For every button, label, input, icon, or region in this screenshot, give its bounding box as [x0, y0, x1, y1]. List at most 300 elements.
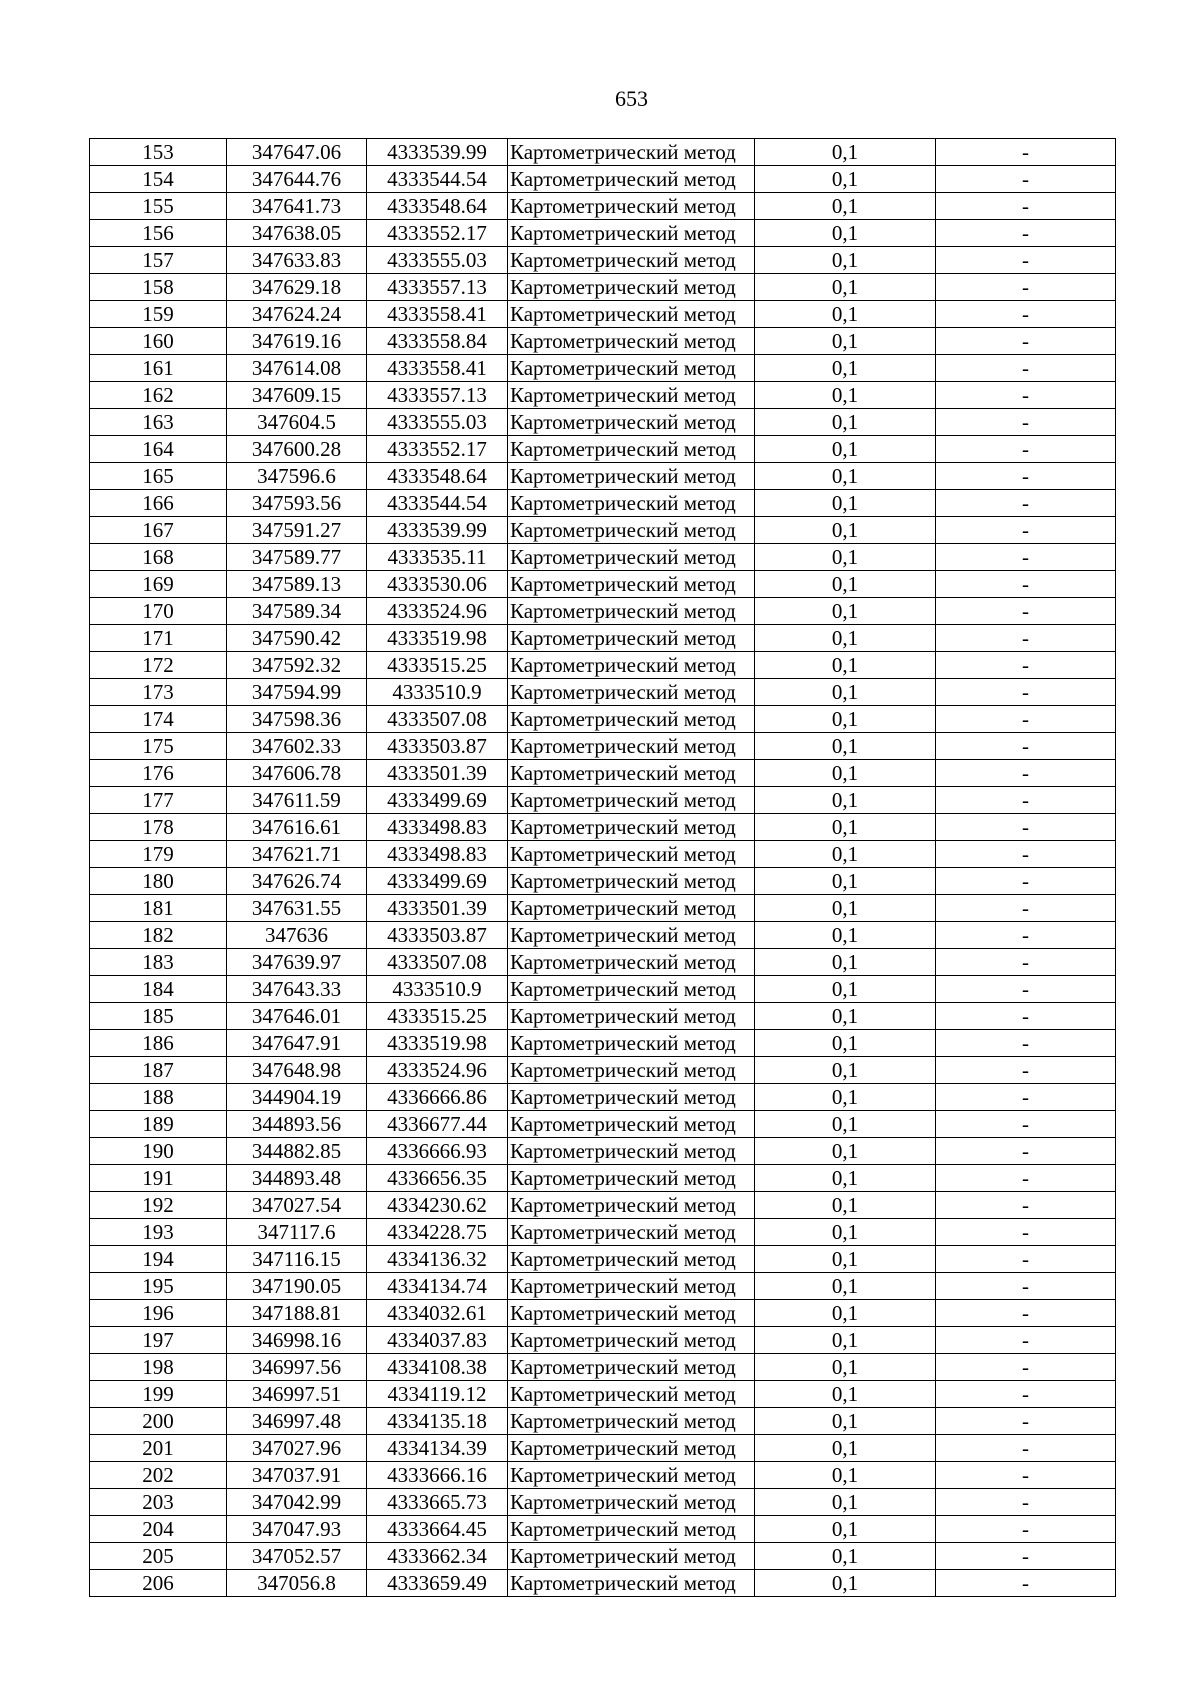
table-row — [90, 1165, 1116, 1192]
accuracy-cell: 0,1 — [755, 571, 936, 598]
x-coordinate-cell: 347596.6 — [227, 463, 367, 490]
x-coordinate-cell: 347614.08 — [227, 355, 367, 382]
method-cell: Картометрический метод — [508, 1246, 755, 1273]
accuracy-cell: 0,1 — [755, 166, 936, 193]
x-coordinate-cell: 347600.28 — [227, 436, 367, 463]
point-number-cell: 169 — [90, 571, 227, 598]
method-cell: Картометрический метод — [508, 652, 755, 679]
accuracy-cell: 0,1 — [755, 733, 936, 760]
x-coordinate-cell: 347624.24 — [227, 301, 367, 328]
note-cell: - — [936, 571, 1116, 598]
accuracy-cell: 0,1 — [755, 625, 936, 652]
y-coordinate-cell: 4333664.45 — [367, 1516, 508, 1543]
table-row — [90, 1327, 1116, 1354]
point-number-cell: 181 — [90, 895, 227, 922]
x-coordinate-cell: 347598.36 — [227, 706, 367, 733]
table-row — [90, 1246, 1116, 1273]
note-cell: - — [936, 922, 1116, 949]
x-coordinate-cell: 347647.91 — [227, 1030, 367, 1057]
method-cell: Картометрический метод — [508, 1435, 755, 1462]
note-cell: - — [936, 1327, 1116, 1354]
y-coordinate-cell: 4334136.32 — [367, 1246, 508, 1273]
method-cell: Картометрический метод — [508, 598, 755, 625]
note-cell: - — [936, 841, 1116, 868]
table-row — [90, 1543, 1116, 1570]
point-number-cell: 167 — [90, 517, 227, 544]
x-coordinate-cell: 346997.56 — [227, 1354, 367, 1381]
y-coordinate-cell: 4336677.44 — [367, 1111, 508, 1138]
note-cell: - — [936, 1516, 1116, 1543]
table-row — [90, 1354, 1116, 1381]
point-number-cell: 165 — [90, 463, 227, 490]
point-number-cell: 173 — [90, 679, 227, 706]
y-coordinate-cell: 4334119.12 — [367, 1381, 508, 1408]
accuracy-cell: 0,1 — [755, 193, 936, 220]
note-cell: - — [936, 409, 1116, 436]
y-coordinate-cell: 4336666.86 — [367, 1084, 508, 1111]
method-cell: Картометрический метод — [508, 1462, 755, 1489]
point-number-cell: 160 — [90, 328, 227, 355]
point-number-cell: 189 — [90, 1111, 227, 1138]
x-coordinate-cell: 347589.34 — [227, 598, 367, 625]
point-number-cell: 174 — [90, 706, 227, 733]
note-cell: - — [936, 976, 1116, 1003]
y-coordinate-cell: 4333524.96 — [367, 598, 508, 625]
method-cell: Картометрический метод — [508, 1570, 755, 1597]
x-coordinate-cell: 347589.13 — [227, 571, 367, 598]
note-cell: - — [936, 544, 1116, 571]
y-coordinate-cell: 4333659.49 — [367, 1570, 508, 1597]
accuracy-cell: 0,1 — [755, 517, 936, 544]
accuracy-cell: 0,1 — [755, 1246, 936, 1273]
accuracy-cell: 0,1 — [755, 409, 936, 436]
point-number-cell: 178 — [90, 814, 227, 841]
table-row — [90, 733, 1116, 760]
method-cell: Картометрический метод — [508, 1354, 755, 1381]
table-row — [90, 1111, 1116, 1138]
note-cell: - — [936, 1435, 1116, 1462]
point-number-cell: 186 — [90, 1030, 227, 1057]
table-row — [90, 328, 1116, 355]
note-cell: - — [936, 1192, 1116, 1219]
point-number-cell: 204 — [90, 1516, 227, 1543]
x-coordinate-cell: 347589.77 — [227, 544, 367, 571]
page-number: 653 — [615, 86, 648, 111]
x-coordinate-cell: 347117.6 — [227, 1219, 367, 1246]
table-row — [90, 301, 1116, 328]
point-number-cell: 201 — [90, 1435, 227, 1462]
point-number-cell: 194 — [90, 1246, 227, 1273]
x-coordinate-cell: 347621.71 — [227, 841, 367, 868]
x-coordinate-cell: 347594.99 — [227, 679, 367, 706]
table-row — [90, 463, 1116, 490]
x-coordinate-cell: 347037.91 — [227, 1462, 367, 1489]
x-coordinate-cell: 347027.54 — [227, 1192, 367, 1219]
note-cell: - — [936, 1570, 1116, 1597]
accuracy-cell: 0,1 — [755, 922, 936, 949]
x-coordinate-cell: 347644.76 — [227, 166, 367, 193]
table-row — [90, 949, 1116, 976]
table-row — [90, 1138, 1116, 1165]
table-row — [90, 382, 1116, 409]
point-number-cell: 198 — [90, 1354, 227, 1381]
y-coordinate-cell: 4333519.98 — [367, 625, 508, 652]
point-number-cell: 171 — [90, 625, 227, 652]
y-coordinate-cell: 4333503.87 — [367, 922, 508, 949]
note-cell: - — [936, 1273, 1116, 1300]
method-cell: Картометрический метод — [508, 787, 755, 814]
table-row — [90, 1489, 1116, 1516]
accuracy-cell: 0,1 — [755, 1138, 936, 1165]
method-cell: Картометрический метод — [508, 274, 755, 301]
point-number-cell: 172 — [90, 652, 227, 679]
accuracy-cell: 0,1 — [755, 1381, 936, 1408]
point-number-cell: 177 — [90, 787, 227, 814]
y-coordinate-cell: 4333501.39 — [367, 895, 508, 922]
method-cell: Картометрический метод — [508, 625, 755, 652]
note-cell: - — [936, 598, 1116, 625]
x-coordinate-cell: 347638.05 — [227, 220, 367, 247]
accuracy-cell: 0,1 — [755, 436, 936, 463]
x-coordinate-cell: 347626.74 — [227, 868, 367, 895]
table-row — [90, 490, 1116, 517]
note-cell: - — [936, 1084, 1116, 1111]
accuracy-cell: 0,1 — [755, 949, 936, 976]
x-coordinate-cell: 347633.83 — [227, 247, 367, 274]
table-row — [90, 814, 1116, 841]
x-coordinate-cell: 347643.33 — [227, 976, 367, 1003]
accuracy-cell: 0,1 — [755, 1030, 936, 1057]
x-coordinate-cell: 347619.16 — [227, 328, 367, 355]
point-number-cell: 192 — [90, 1192, 227, 1219]
note-cell: - — [936, 193, 1116, 220]
note-cell: - — [936, 814, 1116, 841]
accuracy-cell: 0,1 — [755, 301, 936, 328]
table-row — [90, 1462, 1116, 1489]
x-coordinate-cell: 347188.81 — [227, 1300, 367, 1327]
method-cell: Картометрический метод — [508, 409, 755, 436]
y-coordinate-cell: 4333524.96 — [367, 1057, 508, 1084]
accuracy-cell: 0,1 — [755, 1111, 936, 1138]
point-number-cell: 205 — [90, 1543, 227, 1570]
y-coordinate-cell: 4334135.18 — [367, 1408, 508, 1435]
method-cell: Картометрический метод — [508, 490, 755, 517]
point-number-cell: 166 — [90, 490, 227, 517]
accuracy-cell: 0,1 — [755, 490, 936, 517]
accuracy-cell: 0,1 — [755, 247, 936, 274]
table-row — [90, 1408, 1116, 1435]
y-coordinate-cell: 4334032.61 — [367, 1300, 508, 1327]
method-cell: Картометрический метод — [508, 1192, 755, 1219]
accuracy-cell: 0,1 — [755, 544, 936, 571]
method-cell: Картометрический метод — [508, 1381, 755, 1408]
x-coordinate-cell: 346998.16 — [227, 1327, 367, 1354]
note-cell: - — [936, 463, 1116, 490]
y-coordinate-cell: 4333515.25 — [367, 652, 508, 679]
accuracy-cell: 0,1 — [755, 787, 936, 814]
y-coordinate-cell: 4333539.99 — [367, 139, 508, 166]
x-coordinate-cell: 346997.48 — [227, 1408, 367, 1435]
note-cell: - — [936, 436, 1116, 463]
y-coordinate-cell: 4336666.93 — [367, 1138, 508, 1165]
method-cell: Картометрический метод — [508, 976, 755, 1003]
note-cell: - — [936, 733, 1116, 760]
coordinates-table — [89, 138, 1116, 1597]
accuracy-cell: 0,1 — [755, 1084, 936, 1111]
table-row — [90, 1030, 1116, 1057]
note-cell: - — [936, 1219, 1116, 1246]
x-coordinate-cell: 347027.96 — [227, 1435, 367, 1462]
method-cell: Картометрический метод — [508, 247, 755, 274]
point-number-cell: 176 — [90, 760, 227, 787]
method-cell: Картометрический метод — [508, 895, 755, 922]
note-cell: - — [936, 1246, 1116, 1273]
y-coordinate-cell: 4334108.38 — [367, 1354, 508, 1381]
method-cell: Картометрический метод — [508, 139, 755, 166]
y-coordinate-cell: 4333548.64 — [367, 463, 508, 490]
table-row — [90, 1084, 1116, 1111]
point-number-cell: 156 — [90, 220, 227, 247]
note-cell: - — [936, 1381, 1116, 1408]
y-coordinate-cell: 4333498.83 — [367, 841, 508, 868]
table-row — [90, 787, 1116, 814]
accuracy-cell: 0,1 — [755, 1165, 936, 1192]
point-number-cell: 170 — [90, 598, 227, 625]
y-coordinate-cell: 4333519.98 — [367, 1030, 508, 1057]
note-cell: - — [936, 679, 1116, 706]
point-number-cell: 182 — [90, 922, 227, 949]
method-cell: Картометрический метод — [508, 1543, 755, 1570]
method-cell: Картометрический метод — [508, 1030, 755, 1057]
point-number-cell: 164 — [90, 436, 227, 463]
accuracy-cell: 0,1 — [755, 814, 936, 841]
note-cell: - — [936, 517, 1116, 544]
table-row — [90, 760, 1116, 787]
y-coordinate-cell: 4333499.69 — [367, 868, 508, 895]
method-cell: Картометрический метод — [508, 1084, 755, 1111]
x-coordinate-cell: 347641.73 — [227, 193, 367, 220]
x-coordinate-cell: 347609.15 — [227, 382, 367, 409]
note-cell: - — [936, 1057, 1116, 1084]
y-coordinate-cell: 4334037.83 — [367, 1327, 508, 1354]
point-number-cell: 184 — [90, 976, 227, 1003]
x-coordinate-cell: 346997.51 — [227, 1381, 367, 1408]
note-cell: - — [936, 949, 1116, 976]
method-cell: Картометрический метод — [508, 706, 755, 733]
table-row — [90, 274, 1116, 301]
method-cell: Картометрический метод — [508, 733, 755, 760]
table-row — [90, 166, 1116, 193]
point-number-cell: 203 — [90, 1489, 227, 1516]
accuracy-cell: 0,1 — [755, 868, 936, 895]
table-row — [90, 1057, 1116, 1084]
y-coordinate-cell: 4333557.13 — [367, 382, 508, 409]
accuracy-cell: 0,1 — [755, 355, 936, 382]
table-row — [90, 1300, 1116, 1327]
method-cell: Картометрический метод — [508, 517, 755, 544]
point-number-cell: 162 — [90, 382, 227, 409]
method-cell: Картометрический метод — [508, 679, 755, 706]
y-coordinate-cell: 4333510.9 — [367, 976, 508, 1003]
method-cell: Картометрический метод — [508, 1273, 755, 1300]
note-cell: - — [936, 382, 1116, 409]
accuracy-cell: 0,1 — [755, 1543, 936, 1570]
note-cell: - — [936, 166, 1116, 193]
note-cell: - — [936, 1030, 1116, 1057]
x-coordinate-cell: 344904.19 — [227, 1084, 367, 1111]
method-cell: Картометрический метод — [508, 544, 755, 571]
table-row — [90, 220, 1116, 247]
note-cell: - — [936, 652, 1116, 679]
x-coordinate-cell: 347592.32 — [227, 652, 367, 679]
note-cell: - — [936, 139, 1116, 166]
accuracy-cell: 0,1 — [755, 1003, 936, 1030]
x-coordinate-cell: 347629.18 — [227, 274, 367, 301]
x-coordinate-cell: 347647.06 — [227, 139, 367, 166]
x-coordinate-cell: 347631.55 — [227, 895, 367, 922]
accuracy-cell: 0,1 — [755, 463, 936, 490]
table-row — [90, 571, 1116, 598]
note-cell: - — [936, 1165, 1116, 1192]
table-row — [90, 652, 1116, 679]
accuracy-cell: 0,1 — [755, 598, 936, 625]
note-cell: - — [936, 706, 1116, 733]
note-cell: - — [936, 1489, 1116, 1516]
note-cell: - — [936, 301, 1116, 328]
y-coordinate-cell: 4333552.17 — [367, 436, 508, 463]
method-cell: Картометрический метод — [508, 301, 755, 328]
method-cell: Картометрический метод — [508, 841, 755, 868]
accuracy-cell: 0,1 — [755, 1300, 936, 1327]
point-number-cell: 168 — [90, 544, 227, 571]
x-coordinate-cell: 347052.57 — [227, 1543, 367, 1570]
y-coordinate-cell: 4333548.64 — [367, 193, 508, 220]
point-number-cell: 193 — [90, 1219, 227, 1246]
method-cell: Картометрический метод — [508, 1327, 755, 1354]
method-cell: Картометрический метод — [508, 382, 755, 409]
method-cell: Картометрический метод — [508, 1111, 755, 1138]
x-coordinate-cell: 347590.42 — [227, 625, 367, 652]
point-number-cell: 163 — [90, 409, 227, 436]
point-number-cell: 153 — [90, 139, 227, 166]
table-row — [90, 598, 1116, 625]
point-number-cell: 175 — [90, 733, 227, 760]
method-cell: Картометрический метод — [508, 1165, 755, 1192]
method-cell: Картометрический метод — [508, 328, 755, 355]
note-cell: - — [936, 1300, 1116, 1327]
y-coordinate-cell: 4333544.54 — [367, 490, 508, 517]
table-row — [90, 841, 1116, 868]
accuracy-cell: 0,1 — [755, 328, 936, 355]
point-number-cell: 206 — [90, 1570, 227, 1597]
method-cell: Картометрический метод — [508, 1489, 755, 1516]
point-number-cell: 154 — [90, 166, 227, 193]
table-row — [90, 1516, 1116, 1543]
y-coordinate-cell: 4333507.08 — [367, 706, 508, 733]
point-number-cell: 196 — [90, 1300, 227, 1327]
note-cell: - — [936, 1408, 1116, 1435]
point-number-cell: 191 — [90, 1165, 227, 1192]
point-number-cell: 199 — [90, 1381, 227, 1408]
x-coordinate-cell: 347639.97 — [227, 949, 367, 976]
y-coordinate-cell: 4333507.08 — [367, 949, 508, 976]
method-cell: Картометрический метод — [508, 1003, 755, 1030]
note-cell: - — [936, 1354, 1116, 1381]
table-row — [90, 436, 1116, 463]
y-coordinate-cell: 4333503.87 — [367, 733, 508, 760]
point-number-cell: 190 — [90, 1138, 227, 1165]
y-coordinate-cell: 4334134.39 — [367, 1435, 508, 1462]
table-row — [90, 1381, 1116, 1408]
point-number-cell: 185 — [90, 1003, 227, 1030]
y-coordinate-cell: 4333665.73 — [367, 1489, 508, 1516]
accuracy-cell: 0,1 — [755, 1570, 936, 1597]
table-row — [90, 409, 1116, 436]
y-coordinate-cell: 4333558.41 — [367, 355, 508, 382]
method-cell: Картометрический метод — [508, 868, 755, 895]
note-cell: - — [936, 625, 1116, 652]
point-number-cell: 157 — [90, 247, 227, 274]
accuracy-cell: 0,1 — [755, 382, 936, 409]
x-coordinate-cell: 347611.59 — [227, 787, 367, 814]
x-coordinate-cell: 347190.05 — [227, 1273, 367, 1300]
method-cell: Картометрический метод — [508, 1300, 755, 1327]
table-row — [90, 922, 1116, 949]
method-cell: Картометрический метод — [508, 922, 755, 949]
x-coordinate-cell: 347116.15 — [227, 1246, 367, 1273]
note-cell: - — [936, 760, 1116, 787]
y-coordinate-cell: 4336656.35 — [367, 1165, 508, 1192]
y-coordinate-cell: 4333530.06 — [367, 571, 508, 598]
accuracy-cell: 0,1 — [755, 1408, 936, 1435]
x-coordinate-cell: 347602.33 — [227, 733, 367, 760]
point-number-cell: 188 — [90, 1084, 227, 1111]
method-cell: Картометрический метод — [508, 1408, 755, 1435]
accuracy-cell: 0,1 — [755, 220, 936, 247]
table-row — [90, 355, 1116, 382]
x-coordinate-cell: 347616.61 — [227, 814, 367, 841]
point-number-cell: 161 — [90, 355, 227, 382]
point-number-cell: 195 — [90, 1273, 227, 1300]
y-coordinate-cell: 4333555.03 — [367, 409, 508, 436]
accuracy-cell: 0,1 — [755, 1327, 936, 1354]
point-number-cell: 158 — [90, 274, 227, 301]
y-coordinate-cell: 4334228.75 — [367, 1219, 508, 1246]
table-row — [90, 544, 1116, 571]
table-row — [90, 706, 1116, 733]
y-coordinate-cell: 4333558.41 — [367, 301, 508, 328]
accuracy-cell: 0,1 — [755, 1273, 936, 1300]
method-cell: Картометрический метод — [508, 220, 755, 247]
accuracy-cell: 0,1 — [755, 274, 936, 301]
method-cell: Картометрический метод — [508, 760, 755, 787]
y-coordinate-cell: 4333499.69 — [367, 787, 508, 814]
method-cell: Картометрический метод — [508, 571, 755, 598]
point-number-cell: 200 — [90, 1408, 227, 1435]
table-row — [90, 139, 1116, 166]
x-coordinate-cell: 344882.85 — [227, 1138, 367, 1165]
accuracy-cell: 0,1 — [755, 1192, 936, 1219]
method-cell: Картометрический метод — [508, 1057, 755, 1084]
point-number-cell: 187 — [90, 1057, 227, 1084]
coordinates-table-body — [90, 139, 1116, 1597]
y-coordinate-cell: 4334134.74 — [367, 1273, 508, 1300]
table-row — [90, 976, 1116, 1003]
note-cell: - — [936, 355, 1116, 382]
point-number-cell: 159 — [90, 301, 227, 328]
note-cell: - — [936, 868, 1116, 895]
x-coordinate-cell: 347047.93 — [227, 1516, 367, 1543]
